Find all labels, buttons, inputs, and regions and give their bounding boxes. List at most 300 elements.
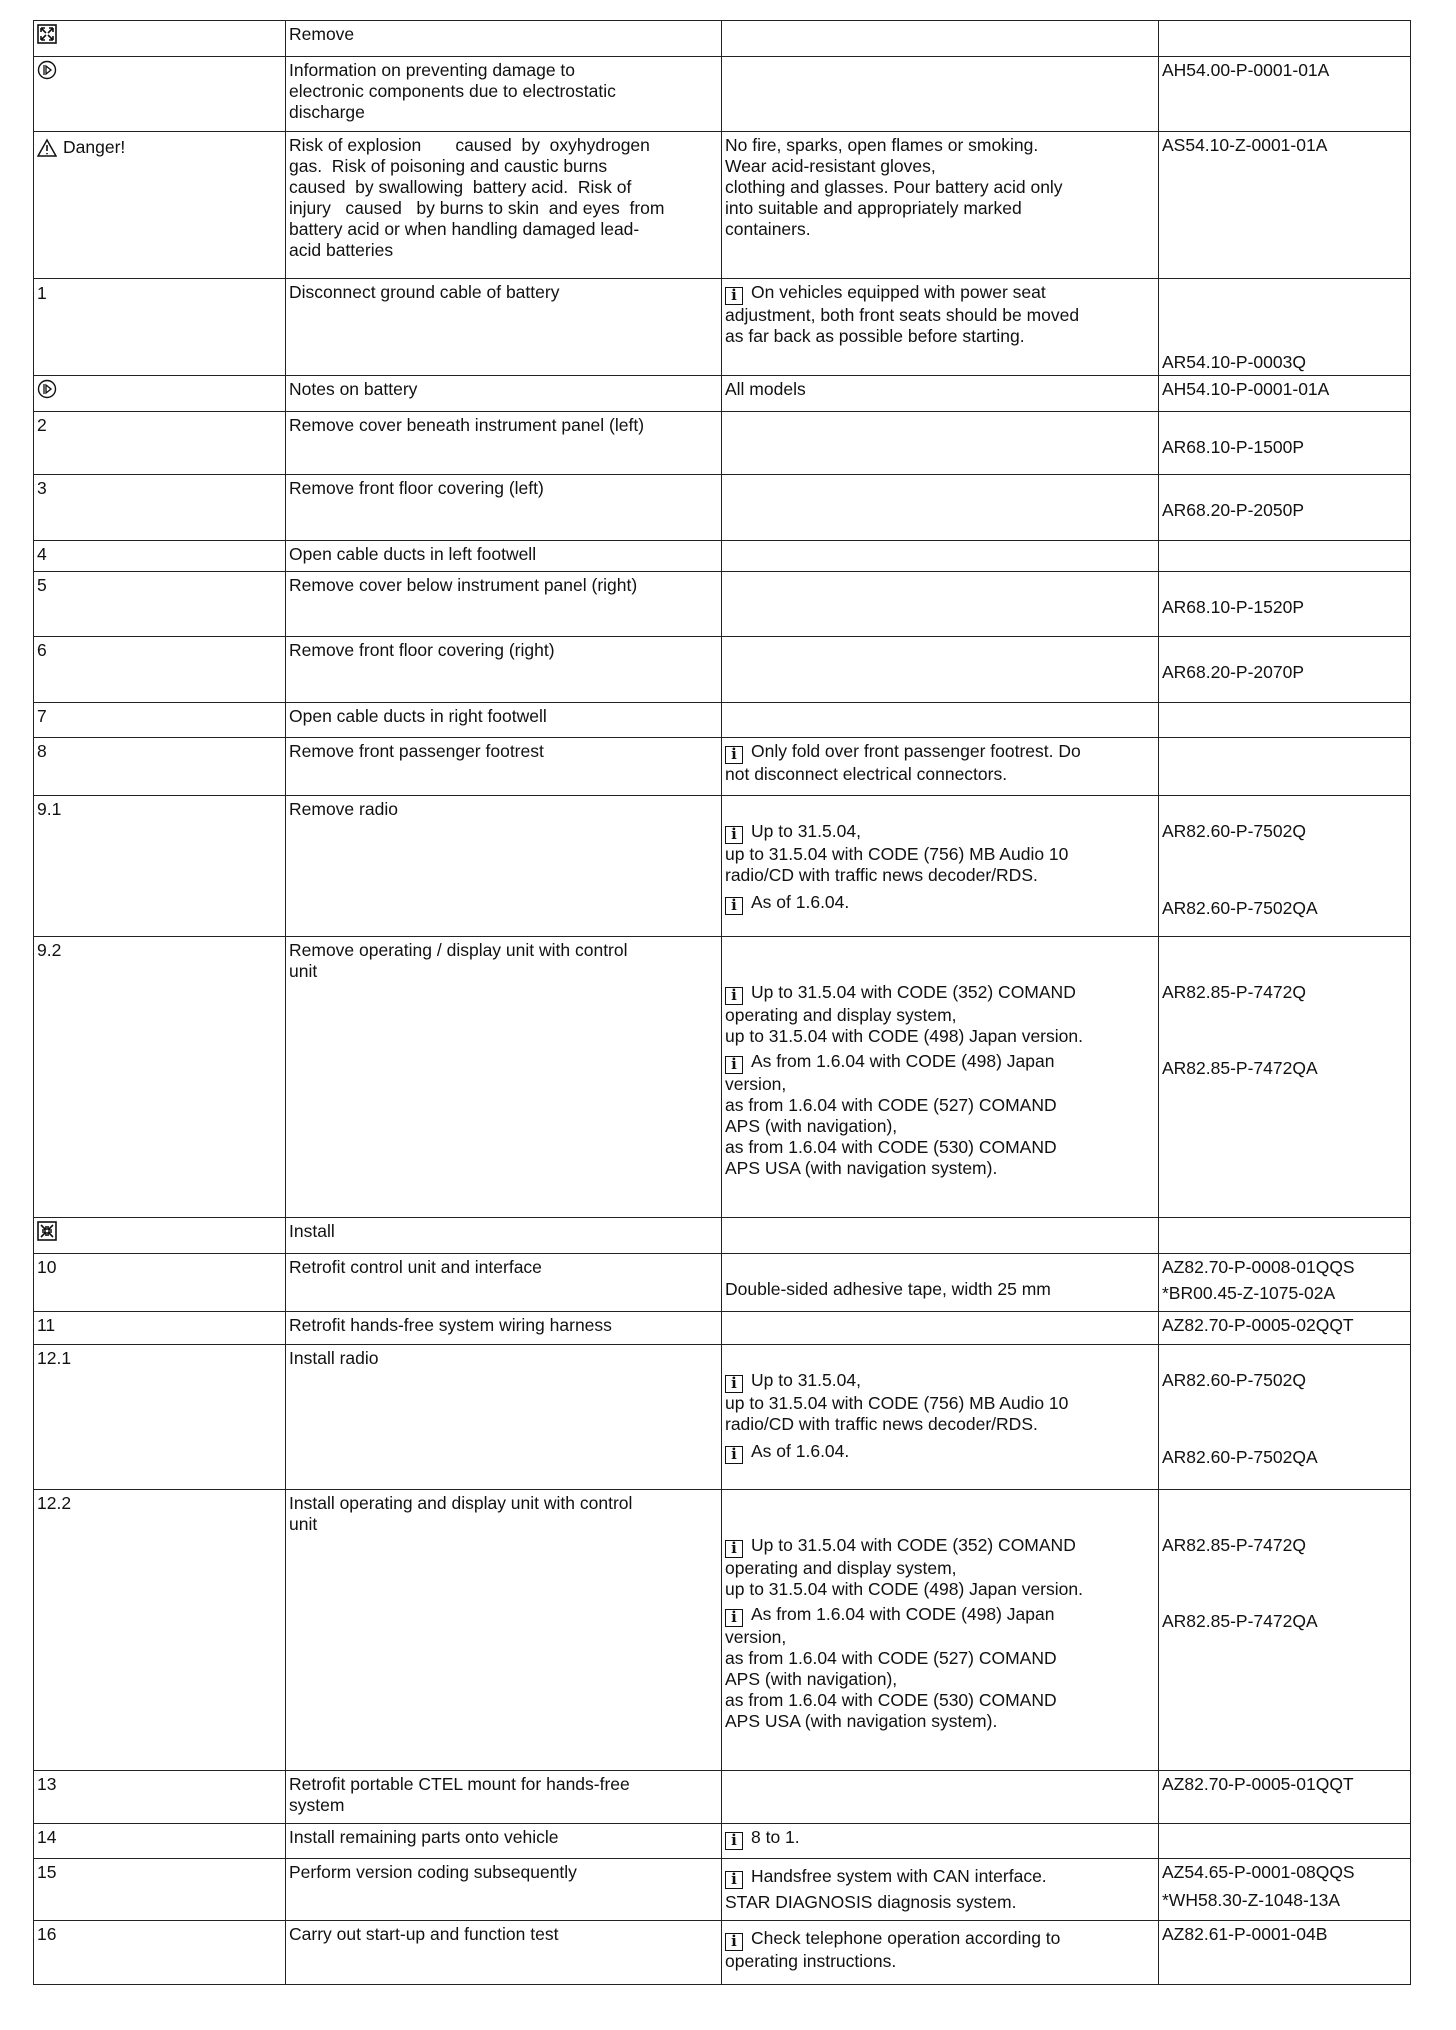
note bbox=[725, 1535, 1156, 1600]
reference-link[interactable]: AR82.60-P-7502Q bbox=[1162, 1370, 1306, 1390]
step-cell bbox=[34, 796, 286, 937]
table-row bbox=[34, 279, 1411, 376]
table-row bbox=[34, 21, 1411, 57]
notes-cell bbox=[722, 1312, 1159, 1345]
reference-block bbox=[1162, 1370, 1408, 1468]
reference-cell bbox=[1159, 475, 1411, 541]
step-number: 4 bbox=[37, 544, 47, 564]
note bbox=[725, 1604, 1156, 1732]
note-text-line: operating and display system, bbox=[725, 1558, 957, 1578]
note-text-line: operating and display system, bbox=[725, 1005, 957, 1025]
notes-cell bbox=[722, 1490, 1159, 1771]
info-icon: i bbox=[725, 1609, 743, 1627]
reference-link[interactable]: AR68.20-P-2070P bbox=[1162, 662, 1305, 682]
notes-block bbox=[725, 1370, 1156, 1464]
note-text-line: version, bbox=[725, 1074, 787, 1094]
action-text: Retrofit hands-free system wiring harness bbox=[289, 1315, 612, 1335]
reference-cell bbox=[1159, 1921, 1411, 1985]
install-icon bbox=[37, 1221, 57, 1241]
note-text-line: as from 1.6.04 with CODE (527) COMAND bbox=[725, 1648, 1057, 1668]
table-row bbox=[34, 1312, 1411, 1345]
notes-cell bbox=[722, 1254, 1159, 1312]
note-text-line: as from 1.6.04 with CODE (530) COMAND bbox=[725, 1137, 1057, 1157]
note-text-line: up to 31.5.04 with CODE (498) Japan version. bbox=[725, 1026, 1083, 1046]
action-cell bbox=[286, 1254, 722, 1312]
reference-block bbox=[1162, 1315, 1408, 1336]
info-icon: i bbox=[725, 1871, 743, 1889]
action-cell bbox=[286, 412, 722, 475]
note-text: Up to 31.5.04 with CODE (352) COMAND bbox=[751, 982, 1076, 1002]
reference-block bbox=[1162, 1774, 1408, 1795]
info-icon: i bbox=[725, 1056, 743, 1074]
step-cell bbox=[34, 1921, 286, 1985]
danger-icon bbox=[37, 138, 57, 158]
table-row bbox=[34, 572, 1411, 637]
reference-block bbox=[1162, 379, 1408, 400]
action-text-line: Information on preventing damage to bbox=[289, 60, 576, 80]
action-text: Remove front floor covering (left) bbox=[289, 478, 544, 498]
action-text-line: unit bbox=[289, 1514, 318, 1534]
reference-block bbox=[1162, 500, 1408, 521]
reference-link[interactable]: AZ82.61-P-0001-04B bbox=[1162, 1924, 1328, 1944]
action-text-line: acid batteries bbox=[289, 240, 394, 260]
notes-cell bbox=[722, 637, 1159, 703]
reference-cell bbox=[1159, 738, 1411, 796]
reference-cell bbox=[1159, 1218, 1411, 1254]
table-row bbox=[34, 1771, 1411, 1824]
action-text bbox=[289, 60, 719, 123]
reference-cell bbox=[1159, 637, 1411, 703]
note-text-line: operating instructions. bbox=[725, 1951, 897, 1971]
note-text-line: adjustment, both front seats should be moved bbox=[725, 305, 1080, 325]
note-text-line: into suitable and appropriately marked bbox=[725, 198, 1022, 218]
reference-link[interactable]: AS54.10-Z-0001-01A bbox=[1162, 135, 1328, 155]
note-text-line: up to 31.5.04 with CODE (756) MB Audio 10 bbox=[725, 1393, 1069, 1413]
notes-cell bbox=[722, 412, 1159, 475]
note-text-line: not disconnect electrical connectors. bbox=[725, 764, 1008, 784]
note-text: Check telephone operation according to bbox=[751, 1928, 1061, 1948]
procedure-table bbox=[33, 20, 1411, 1985]
reference-link[interactable]: *BR00.45-Z-1075-02A bbox=[1162, 1283, 1336, 1303]
note bbox=[725, 1441, 1156, 1464]
action-cell bbox=[286, 1490, 722, 1771]
reference-cell bbox=[1159, 541, 1411, 572]
notes-cell bbox=[722, 376, 1159, 412]
action-cell bbox=[286, 637, 722, 703]
note bbox=[725, 1827, 1156, 1850]
table-row bbox=[34, 1859, 1411, 1921]
note-text-line: containers. bbox=[725, 219, 811, 239]
action-text-line: unit bbox=[289, 961, 318, 981]
action-text: Notes on battery bbox=[289, 379, 418, 399]
reference-block bbox=[1162, 1535, 1408, 1632]
note-text: STAR DIAGNOSIS diagnosis system. bbox=[725, 1892, 1017, 1912]
reference-cell bbox=[1159, 1490, 1411, 1771]
action-cell bbox=[286, 1771, 722, 1824]
notes-block bbox=[725, 1827, 1156, 1850]
step-number: 1 bbox=[37, 283, 47, 303]
reference-link[interactable]: AR68.10-P-1520P bbox=[1162, 597, 1305, 617]
reference-cell bbox=[1159, 132, 1411, 279]
reference-link[interactable]: AZ82.70-P-0005-02QQT bbox=[1162, 1315, 1354, 1335]
action-text: Open cable ducts in right footwell bbox=[289, 706, 547, 726]
action-text-line: gas. Risk of poisoning and caustic burns bbox=[289, 156, 608, 176]
action-cell bbox=[286, 132, 722, 279]
step-number: 11 bbox=[37, 1315, 56, 1335]
action-cell bbox=[286, 738, 722, 796]
notes-cell bbox=[722, 572, 1159, 637]
note-text-line: Wear acid-resistant gloves, bbox=[725, 156, 936, 176]
note-text: Up to 31.5.04, bbox=[751, 821, 861, 841]
info-icon: i bbox=[725, 1832, 743, 1850]
action-text: Install bbox=[289, 1221, 335, 1241]
reference-block bbox=[1162, 135, 1408, 156]
note bbox=[725, 982, 1156, 1047]
step-cell bbox=[34, 1254, 286, 1312]
action-text-line: Retrofit portable CTEL mount for hands-free bbox=[289, 1774, 630, 1794]
note-text-line: clothing and glasses. Pour battery acid only bbox=[725, 177, 1063, 197]
reference-link[interactable]: AH54.00-P-0001-01A bbox=[1162, 60, 1330, 80]
step-cell bbox=[34, 937, 286, 1218]
notes-cell bbox=[722, 1859, 1159, 1921]
action-cell bbox=[286, 1824, 722, 1859]
step-cell bbox=[34, 21, 286, 57]
step-cell bbox=[34, 132, 286, 279]
note bbox=[725, 1370, 1156, 1435]
action-cell bbox=[286, 1859, 722, 1921]
notes-block bbox=[725, 1279, 1156, 1300]
step-cell bbox=[34, 637, 286, 703]
reference-block bbox=[1162, 1257, 1408, 1304]
reference-cell bbox=[1159, 57, 1411, 132]
notes-cell bbox=[722, 1824, 1159, 1859]
step-number: 6 bbox=[37, 640, 47, 660]
note-text: As of 1.6.04. bbox=[751, 1441, 850, 1461]
reference-block bbox=[1162, 60, 1408, 81]
reference-link[interactable]: AR54.10-P-0003Q bbox=[1162, 352, 1306, 372]
note bbox=[725, 1279, 1156, 1300]
notes-cell bbox=[722, 475, 1159, 541]
reference-cell bbox=[1159, 21, 1411, 57]
step-number: 14 bbox=[37, 1827, 57, 1847]
note-text-line: APS (with navigation), bbox=[725, 1669, 898, 1689]
step-cell bbox=[34, 475, 286, 541]
reference-link[interactable]: AR82.85-P-7472QA bbox=[1162, 1611, 1318, 1631]
action-cell bbox=[286, 1312, 722, 1345]
step-cell bbox=[34, 1312, 286, 1345]
reference-link[interactable]: AR68.10-P-1500P bbox=[1162, 437, 1305, 457]
notes-block bbox=[725, 1928, 1156, 1972]
note-text-line: as far back as possible before starting. bbox=[725, 326, 1025, 346]
note-text: Double-sided adhesive tape, width 25 mm bbox=[725, 1279, 1051, 1299]
action-text bbox=[289, 135, 719, 261]
action-cell bbox=[286, 937, 722, 1218]
procedure-table-body bbox=[34, 21, 1411, 1985]
reference-link[interactable]: AR68.20-P-2050P bbox=[1162, 500, 1305, 520]
action-text-line: discharge bbox=[289, 102, 365, 122]
notes-cell bbox=[722, 1771, 1159, 1824]
notes-cell bbox=[722, 937, 1159, 1218]
action-cell bbox=[286, 279, 722, 376]
reference-link[interactable]: AZ82.70-P-0005-01QQT bbox=[1162, 1774, 1354, 1794]
esd-icon bbox=[37, 60, 57, 80]
step-cell bbox=[34, 1490, 286, 1771]
action-text: Remove bbox=[289, 24, 355, 44]
step-cell bbox=[34, 1824, 286, 1859]
note-text-line: APS USA (with navigation system). bbox=[725, 1158, 998, 1178]
table-row bbox=[34, 1254, 1411, 1312]
note bbox=[725, 741, 1156, 785]
reference-cell bbox=[1159, 412, 1411, 475]
danger-text: Danger! bbox=[63, 137, 126, 157]
table-row bbox=[34, 132, 1411, 279]
action-text: Remove cover beneath instrument panel (left) bbox=[289, 415, 645, 435]
action-text: Remove front floor covering (right) bbox=[289, 640, 555, 660]
action-text: Carry out start-up and function test bbox=[289, 1924, 559, 1944]
step-number: 3 bbox=[37, 478, 47, 498]
action-text-line: Install operating and display unit with control bbox=[289, 1493, 633, 1513]
reference-link[interactable]: AR82.85-P-7472Q bbox=[1162, 982, 1306, 1002]
reference-block bbox=[1162, 1862, 1408, 1911]
notes-block bbox=[725, 821, 1156, 915]
step-cell bbox=[34, 703, 286, 738]
table-row bbox=[34, 475, 1411, 541]
table-row bbox=[34, 541, 1411, 572]
notes-cell bbox=[722, 1218, 1159, 1254]
reference-link[interactable]: *WH58.30-Z-1048-13A bbox=[1162, 1890, 1340, 1910]
note bbox=[725, 379, 1156, 400]
step-number: 12.1 bbox=[37, 1348, 72, 1368]
reference-cell bbox=[1159, 1824, 1411, 1859]
table-row bbox=[34, 703, 1411, 738]
table-row bbox=[34, 1824, 1411, 1859]
notes-cell bbox=[722, 796, 1159, 937]
note-text: Only fold over front passenger footrest. Do bbox=[751, 741, 1081, 761]
step-number: 8 bbox=[37, 741, 47, 761]
info-icon: i bbox=[725, 1375, 743, 1393]
info-icon: i bbox=[725, 826, 743, 844]
info-icon: i bbox=[725, 1540, 743, 1558]
notes-cell bbox=[722, 57, 1159, 132]
notes-block bbox=[725, 282, 1156, 347]
step-cell bbox=[34, 279, 286, 376]
reference-cell bbox=[1159, 572, 1411, 637]
note-text: 8 to 1. bbox=[751, 1827, 800, 1847]
notes-cell bbox=[722, 703, 1159, 738]
notes-block bbox=[725, 1535, 1156, 1732]
step-number: 2 bbox=[37, 415, 47, 435]
note bbox=[725, 892, 1156, 915]
esd-icon bbox=[37, 379, 57, 399]
notes-cell bbox=[722, 132, 1159, 279]
action-text: Perform version coding subsequently bbox=[289, 1862, 577, 1882]
notes-cell bbox=[722, 541, 1159, 572]
reference-cell bbox=[1159, 937, 1411, 1218]
reference-link[interactable]: AZ54.65-P-0001-08QQS bbox=[1162, 1862, 1355, 1882]
notes-block bbox=[725, 982, 1156, 1179]
action-text-line: electronic components due to electrostatic bbox=[289, 81, 616, 101]
table-row bbox=[34, 637, 1411, 703]
reference-cell bbox=[1159, 1345, 1411, 1490]
step-number: 15 bbox=[37, 1862, 57, 1882]
action-text: Retrofit control unit and interface bbox=[289, 1257, 542, 1277]
table-row bbox=[34, 57, 1411, 132]
table-row bbox=[34, 937, 1411, 1218]
notes-cell bbox=[722, 738, 1159, 796]
step-number: 13 bbox=[37, 1774, 57, 1794]
action-cell bbox=[286, 703, 722, 738]
note-text-line: as from 1.6.04 with CODE (530) COMAND bbox=[725, 1690, 1057, 1710]
info-icon: i bbox=[725, 746, 743, 764]
action-text: Remove cover below instrument panel (right) bbox=[289, 575, 638, 595]
action-text-line: battery acid or when handling damaged lead- bbox=[289, 219, 640, 239]
note-text-line: up to 31.5.04 with CODE (498) Japan version. bbox=[725, 1579, 1083, 1599]
reference-block bbox=[1162, 437, 1408, 458]
step-cell bbox=[34, 1345, 286, 1490]
reference-cell bbox=[1159, 1771, 1411, 1824]
table-row bbox=[34, 1490, 1411, 1771]
action-text-line: injury caused by burns to skin and eyes from bbox=[289, 198, 665, 218]
step-number: 12.2 bbox=[37, 1493, 72, 1513]
note-text-line: radio/CD with traffic news decoder/RDS. bbox=[725, 1414, 1038, 1434]
action-cell bbox=[286, 1345, 722, 1490]
action-text: Disconnect ground cable of battery bbox=[289, 282, 560, 302]
note-text: As of 1.6.04. bbox=[751, 892, 850, 912]
note-text: As from 1.6.04 with CODE (498) Japan bbox=[751, 1051, 1055, 1071]
remove-icon bbox=[37, 24, 57, 44]
table-row bbox=[34, 376, 1411, 412]
action-cell bbox=[286, 57, 722, 132]
table-row bbox=[34, 1921, 1411, 1985]
action-cell bbox=[286, 796, 722, 937]
step-number: 7 bbox=[37, 706, 47, 726]
action-text: Open cable ducts in left footwell bbox=[289, 544, 537, 564]
action-cell bbox=[286, 541, 722, 572]
step-number: 5 bbox=[37, 575, 47, 595]
action-text bbox=[289, 940, 719, 982]
reference-block bbox=[1162, 982, 1408, 1079]
note bbox=[725, 821, 1156, 886]
reference-cell bbox=[1159, 703, 1411, 738]
note-text: Up to 31.5.04 with CODE (352) COMAND bbox=[751, 1535, 1076, 1555]
action-text bbox=[289, 1774, 719, 1816]
reference-block bbox=[1162, 597, 1408, 618]
step-number: 16 bbox=[37, 1924, 57, 1944]
action-text bbox=[289, 1493, 719, 1535]
reference-link[interactable]: AR82.60-P-7502QA bbox=[1162, 1447, 1318, 1467]
step-cell bbox=[34, 1218, 286, 1254]
notes-block bbox=[725, 135, 1156, 240]
reference-block bbox=[1162, 821, 1408, 919]
notes-cell bbox=[722, 1345, 1159, 1490]
notes-cell bbox=[722, 1921, 1159, 1985]
step-cell bbox=[34, 1771, 286, 1824]
action-cell bbox=[286, 1218, 722, 1254]
action-cell bbox=[286, 376, 722, 412]
note-text: All models bbox=[725, 379, 806, 399]
info-icon: i bbox=[725, 897, 743, 915]
step-cell bbox=[34, 738, 286, 796]
note-text: Handsfree system with CAN interface. bbox=[751, 1866, 1047, 1886]
table-row bbox=[34, 1345, 1411, 1490]
action-text: Remove front passenger footrest bbox=[289, 741, 544, 761]
note-text-line: up to 31.5.04 with CODE (756) MB Audio 10 bbox=[725, 844, 1069, 864]
reference-link[interactable]: AR82.85-P-7472QA bbox=[1162, 1058, 1318, 1078]
step-number: 10 bbox=[37, 1257, 57, 1277]
action-text-line: Risk of explosion caused by oxyhydrogen bbox=[289, 135, 650, 155]
reference-cell bbox=[1159, 1859, 1411, 1921]
action-cell bbox=[286, 21, 722, 57]
table-row bbox=[34, 796, 1411, 937]
note bbox=[725, 135, 1156, 240]
info-icon: i bbox=[725, 1933, 743, 1951]
note bbox=[725, 1051, 1156, 1179]
action-cell bbox=[286, 572, 722, 637]
info-icon: i bbox=[725, 287, 743, 305]
reference-block bbox=[1162, 662, 1408, 683]
reference-cell bbox=[1159, 279, 1411, 376]
notes-cell bbox=[722, 21, 1159, 57]
note-text: On vehicles equipped with power seat bbox=[751, 282, 1046, 302]
notes-block bbox=[725, 1866, 1156, 1913]
note-text: Up to 31.5.04, bbox=[751, 1370, 861, 1390]
note bbox=[725, 1928, 1156, 1972]
note bbox=[725, 1866, 1156, 1889]
danger-label bbox=[37, 137, 125, 158]
action-cell bbox=[286, 475, 722, 541]
action-text: Install remaining parts onto vehicle bbox=[289, 1827, 559, 1847]
note-text-line: APS (with navigation), bbox=[725, 1116, 898, 1136]
notes-block bbox=[725, 379, 1156, 400]
note-text-line: radio/CD with traffic news decoder/RDS. bbox=[725, 865, 1038, 885]
note-text-line: version, bbox=[725, 1627, 787, 1647]
reference-link[interactable]: AH54.10-P-0001-01A bbox=[1162, 379, 1330, 399]
reference-cell bbox=[1159, 376, 1411, 412]
info-icon: i bbox=[725, 987, 743, 1005]
note-text: As from 1.6.04 with CODE (498) Japan bbox=[751, 1604, 1055, 1624]
note bbox=[725, 282, 1156, 347]
reference-block bbox=[1162, 1924, 1408, 1945]
action-text: Install radio bbox=[289, 1348, 379, 1368]
step-cell bbox=[34, 57, 286, 132]
reference-link[interactable]: AZ82.70-P-0008-01QQS bbox=[1162, 1257, 1355, 1277]
action-text-line: caused by swallowing battery acid. Risk of bbox=[289, 177, 632, 197]
notes-block bbox=[725, 741, 1156, 785]
notes-cell bbox=[722, 279, 1159, 376]
reference-cell bbox=[1159, 1254, 1411, 1312]
reference-cell bbox=[1159, 796, 1411, 937]
info-icon: i bbox=[725, 1446, 743, 1464]
reference-link[interactable]: AR82.60-P-7502Q bbox=[1162, 821, 1306, 841]
note-text-line: APS USA (with navigation system). bbox=[725, 1711, 998, 1731]
action-text: Remove radio bbox=[289, 799, 398, 819]
step-cell bbox=[34, 376, 286, 412]
note-text: No fire, sparks, open flames or smoking. bbox=[725, 135, 1039, 155]
reference-cell bbox=[1159, 1312, 1411, 1345]
reference-block bbox=[1162, 352, 1408, 373]
table-row bbox=[34, 1218, 1411, 1254]
step-cell bbox=[34, 412, 286, 475]
action-text-line: system bbox=[289, 1795, 345, 1815]
reference-link[interactable]: AR82.85-P-7472Q bbox=[1162, 1535, 1306, 1555]
step-cell bbox=[34, 572, 286, 637]
table-row bbox=[34, 412, 1411, 475]
note-text-line: as from 1.6.04 with CODE (527) COMAND bbox=[725, 1095, 1057, 1115]
action-cell bbox=[286, 1921, 722, 1985]
step-number: 9.1 bbox=[37, 799, 62, 819]
reference-link[interactable]: AR82.60-P-7502QA bbox=[1162, 898, 1318, 918]
step-cell bbox=[34, 541, 286, 572]
